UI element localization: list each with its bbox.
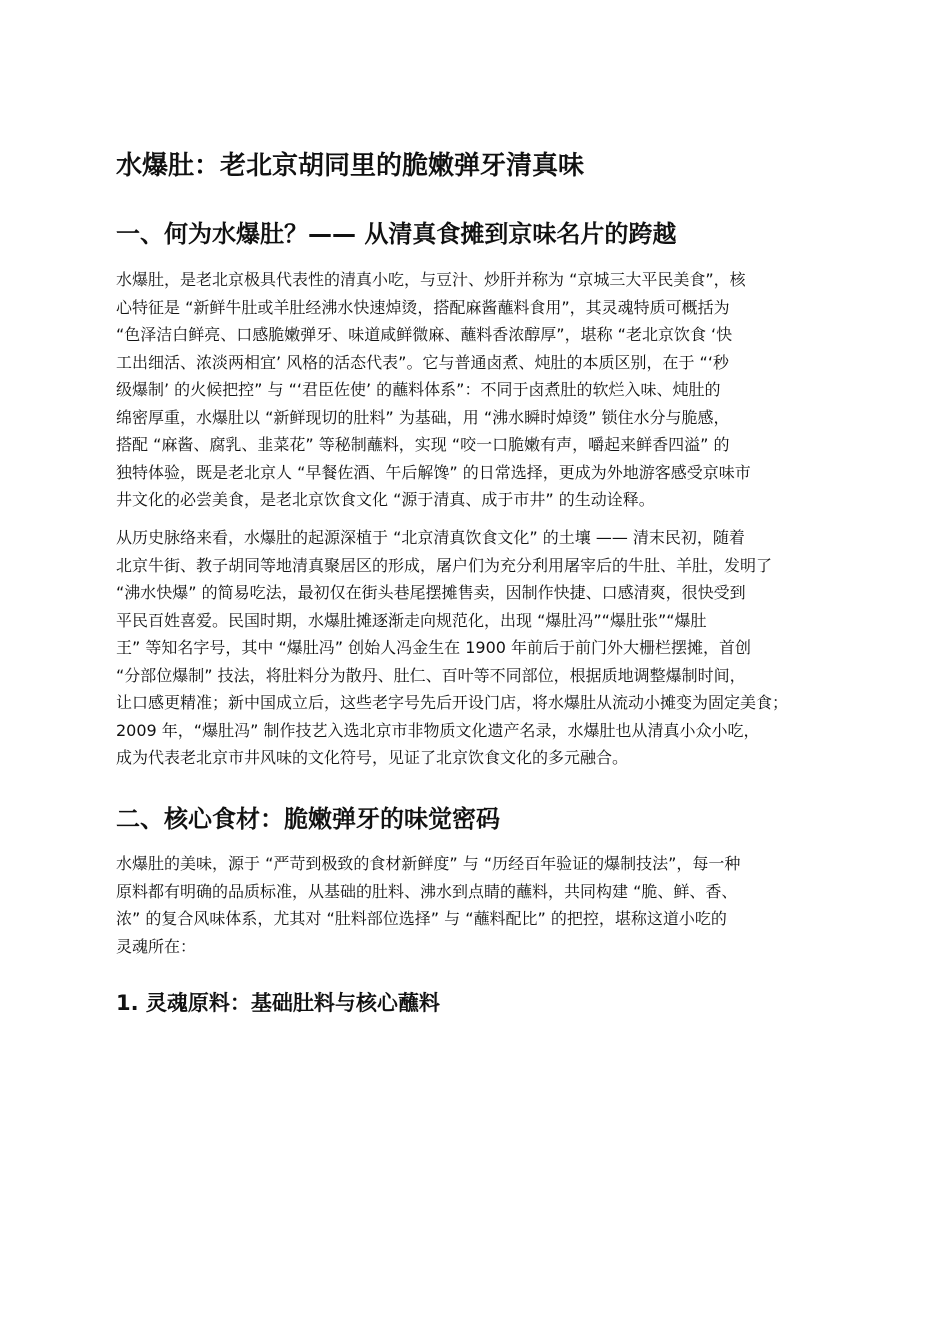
paragraph-line: 级爆制’ 的火候把控” 与 “‘君臣佐使’ 的蘸料体系”：不同于卤煮肚的软烂入味、炖肚的	[116, 380, 721, 399]
section-1-heading: 一、何为水爆肚？—— 从清真食摊到京味名片的跨越	[116, 220, 677, 248]
paragraph-line: 让口感更精准；新中国成立后，这些老字号先后开设门店，将水爆肚从流动小摊变为固定美食；	[116, 693, 789, 712]
paragraph-line: 平民百姓喜爱。民国时期，水爆肚摊逐渐走向规范化，出现 “爆肚冯”“爆肚张”“爆肚	[116, 610, 707, 630]
paragraph-line: “色泽洁白鲜亮、口感脆嫩弹牙、味道咸鲜微麻、蘸料香浓醇厚”，堪称 “老北京饮食 ‘快	[116, 325, 733, 344]
subsection-1-heading: 1. 灵魂原料：基础肚料与核心蘸料	[116, 991, 440, 1015]
section-2-heading: 二、核心食材：脆嫩弹牙的味觉密码	[116, 805, 500, 833]
paragraph-line: 成为代表老北京市井风味的文化符号，见证了北京饮食文化的多元融合。	[116, 748, 629, 767]
paragraph-line: “沸水快爆” 的简易吃法，最初仅在街头巷尾摆摊售卖，因制作快捷、口感清爽，很快受到	[116, 583, 746, 602]
paragraph-line: 水爆肚，是老北京极具代表性的清真小吃，与豆汁、炒肝并称为 “京城三大平民美食”，核	[116, 270, 746, 289]
paragraph-line: 水爆肚的美味，源于 “严苛到极致的食材新鲜度” 与 “历经百年验证的爆制技法”，每一种	[116, 854, 741, 873]
section-1-paragraph-1	[116, 266, 846, 514]
paragraph-line: 王” 等知名字号，其中 “爆肚冯” 创始人冯金生在 1900 年前后于前门外大栅栏摆摊，首创	[116, 638, 752, 657]
paragraph-line: 工出细活、浓淡两相宜’ 风格的活态代表”。它与普通卤煮、炖肚的本质区别，在于 “‘秒	[116, 352, 729, 372]
paragraph-line: 心特征是 “新鲜牛肚或羊肚经沸水快速焯烫，搭配麻酱蘸料食用”，其灵魂特质可概括为	[116, 297, 730, 317]
paragraph-line: 浓” 的复合风味体系，尤其对 “肚料部位选择” 与 “蘸料配比” 的把控，堪称这道小吃的	[116, 909, 727, 928]
paragraph-line: 2009 年，“爆肚冯” 制作技艺入选北京市非物质文化遗产名录，水爆肚也从清真小众小吃，	[116, 720, 760, 740]
paragraph-line: 北京牛街、教子胡同等地清真聚居区的形成，屠户们为充分利用屠宰后的牛肚、羊肚，发明了	[116, 555, 773, 575]
section-2-paragraph-1	[116, 850, 846, 960]
paragraph-line: 从历史脉络来看，水爆肚的起源深植于 “北京清真饮食文化” 的土壤 —— 清末民初，随着	[116, 528, 745, 547]
section-1-paragraph-2	[116, 524, 846, 772]
paragraph-line: “分部位爆制” 技法，将肚料分为散丹、肚仁、百叶等不同部位，根据质地调整爆制时间，	[116, 665, 746, 685]
paragraph-line: 井文化的必尝美食，是老北京饮食文化 “源于清真、成于市井” 的生动诠释。	[116, 490, 655, 509]
document-title: 水爆肚：老北京胡同里的脆嫩弹牙清真味	[116, 151, 585, 181]
paragraph-line: 原料都有明确的品质标准，从基础的肚料、沸水到点睛的蘸料，共同构建 “脆、鲜、香、	[116, 881, 738, 901]
paragraph-line: 灵魂所在：	[116, 936, 197, 956]
paragraph-line: 搭配 “麻酱、腐乳、韭菜花” 等秘制蘸料，实现 “咬一口脆嫩有声，嚼起来鲜香四溢” 的	[116, 435, 730, 454]
paragraph-line: 独特体验，既是老北京人 “早餐佐酒、午后解馋” 的日常选择，更成为外地游客感受京味市	[116, 462, 751, 482]
paragraph-line: 绵密厚重，水爆肚以 “新鲜现切的肚料” 为基础，用 “沸水瞬时焯烫” 锁住水分与脆感，	[116, 407, 730, 427]
